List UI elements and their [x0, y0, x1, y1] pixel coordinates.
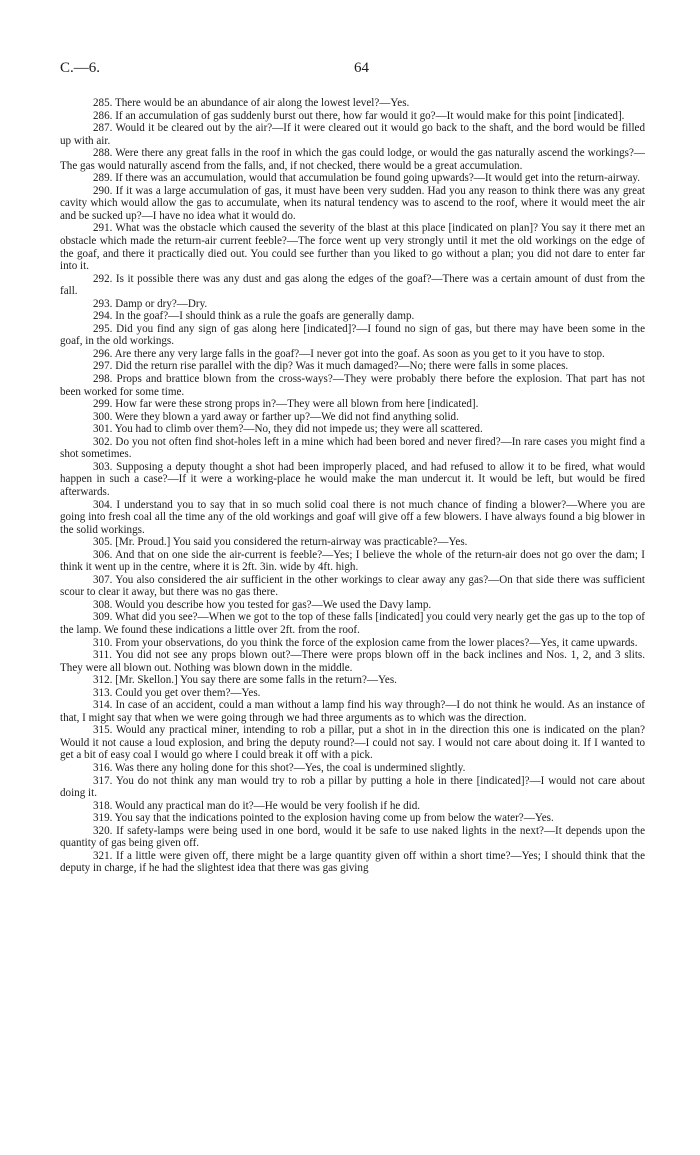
- question-310: 310. From your observations, do you think the force of the explosion came from the lower places?—Yes, it came upwards.: [93, 636, 638, 649]
- question-306: 306. And that on one side the air-current is feeble?—Yes; I believe the whole of the return-air does not go over the dam; I think it went up in the centre, where it is 2ft. 3in. wide by 4ft. high.: [60, 548, 645, 574]
- question-293: 293. Damp or dry?—Dry.: [93, 297, 208, 310]
- question-289: 289. If there was an accumulation, would that accumulation be found going upwards?—It would get into the return-airway.: [93, 172, 641, 185]
- question-294: 294. In the goaf?—I should think as a rule the goafs are generally damp.: [93, 310, 415, 323]
- question-299: 299. How far were these strong props in?—They were all blown from here [indicated].: [93, 398, 479, 411]
- document-reference: C.—6.: [60, 60, 101, 76]
- question-290: 290. If it was a large accumulation of gas, it must have been very sudden. Had you any reason to think there was any great cavity which would allow the gas to accumulate, when its natural tendency was to ascend to the roof, where it would meet the air and be sucked up?—I have no idea what it would do.: [60, 184, 645, 222]
- question-311: 311. You did not see any props blown out?—There were props blown off in the back inclines and Nos. 1, 2, and 3 slits. They were all blown out. Nothing was blown down in the middle.: [60, 649, 645, 674]
- question-298: 298. Props and brattice blown from the cross-ways?—They were probably there before the explosion. That part has not been worked for some time.: [60, 373, 645, 398]
- question-295: 295. Did you find any sign of gas along here [indicated]?—I found no sign of gas, but there may have been some in the goaf, in the old workings.: [60, 322, 645, 348]
- question-315: 315. Would any practical miner, intending to rob a pillar, put a shot in in the direction this one is indicated on the plan? Would it not cause a loud explosion, and bring the deputy round?—I could not say. I would not care about doing it. If I wanted to get a bit of easy coal I would go where I could break it off with a pick.: [60, 724, 645, 762]
- question-300: 300. Were they blown a yard away or farther up?—We did not find anything solid.: [93, 410, 459, 423]
- question-314: 314. In case of an accident, could a man without a lamp find his way through?—I do not think he would. As an instance of that, I might say that when we were going through we had three arguments as to which was the direction.: [60, 699, 645, 724]
- question-320: 320. If safety-lamps were being used in one bord, would it be safe to use naked lights in the next?—It depends upon the quantity of gas being given off.: [60, 824, 645, 850]
- question-317: 317. You do not think any man would try to rob a pillar by putting a hole in there [indicated]?—I would not care about doing it.: [60, 774, 645, 800]
- question-288: 288. Were there any great falls in the roof in which the gas could lodge, or would the gas naturally ascend the workings?—The gas would naturally ascend from the falls, and, if not checked, there would be a great accumulation.: [60, 147, 645, 172]
- question-312: 312. [Mr. Skellon.] You say there are some falls in the return?—Yes.: [93, 674, 397, 687]
- question-308: 308. Would you describe how you tested for gas?—We used the Davy lamp.: [93, 598, 432, 611]
- question-305: 305. [Mr. Proud.] You said you considered the return-airway was practicable?—Yes.: [93, 536, 468, 549]
- question-286: 286. If an accumulation of gas suddenly burst out there, how far would it go?—It would make for this point [indicated].: [93, 109, 625, 122]
- question-297: 297. Did the return rise parallel with the dip? Was it much damaged?—No; there were falls in some places.: [93, 360, 569, 373]
- question-319: 319. You say that the indications pointed to the explosion having come up from below the water?—Yes.: [93, 812, 554, 825]
- question-292: 292. Is it possible there was any dust and gas along the edges of the goaf?—There was a certain amount of dust from the fall.: [60, 272, 645, 298]
- question-301: 301. You had to climb over them?—No, they did not impede us; they were all scattered.: [93, 423, 483, 436]
- question-318: 318. Would any practical man do it?—He would be very foolish if he did.: [93, 799, 421, 812]
- question-316: 316. Was there any holing done for this shot?—Yes, the coal is undermined slightly.: [93, 761, 466, 774]
- question-307: 307. You also considered the air sufficient in the other workings to clear away any gas?—On that side there was sufficient scour to clear it away, but there was no gas there.: [60, 573, 645, 599]
- question-302: 302. Do you not often find shot-holes left in a mine which had been bored and never fired?—In rare cases you might find a shot sometimes.: [60, 435, 645, 461]
- question-303: 303. Supposing a deputy thought a shot had been improperly placed, and had refused to allow it to be fired, what would happen in such a case?—If it were a working-place he would make the man undercut it. It would be left, but would be fired afterwards.: [60, 460, 645, 498]
- page-number: 64: [354, 60, 369, 76]
- question-321: 321. If a little were given off, there might be a large quantity given off within a short time?—Yes; I should think that the deputy in charge, if he had the slightest idea that there was gas giving: [60, 849, 645, 875]
- question-296: 296. Are there any very large falls in the goaf?—I never got into the goaf. As soon as you get to it you have to stop.: [93, 347, 605, 360]
- question-285: 285. There would be an abundance of air along the lowest level?—Yes.: [93, 97, 410, 109]
- testimony-body: [60, 97, 645, 875]
- question-309: 309. What did you see?—When we got to the top of these falls [indicated] you could very nearly get the gas up to the top of the lamp. We found these indications a little over 2ft. from the roof.: [60, 611, 645, 636]
- page-header: [60, 60, 650, 84]
- question-287: 287. Would it be cleared out by the air?—If it were cleared out it would go back to the shaft, and the bord would be filled up with air.: [60, 122, 645, 147]
- question-304: 304. I understand you to say that in so much solid coal there is not much chance of finding a blower?—Where you are going into fresh coal all the time any of the old workings and goaf will give off a few blowers. I have always found a big blower in the solid workings.: [60, 498, 645, 536]
- question-291: 291. What was the obstacle which caused the severity of the blast at this place [indicated on plan]? You say it there met an obstacle which made the return-air current feeble?—The force went up very strongly until it met the old workings on the edge of the goaf, and there it practically died out. You could see further than you liked to go without a plan; you did not dare to enter far into it.: [60, 222, 645, 273]
- question-313: 313. Could you get over them?—Yes.: [93, 686, 261, 699]
